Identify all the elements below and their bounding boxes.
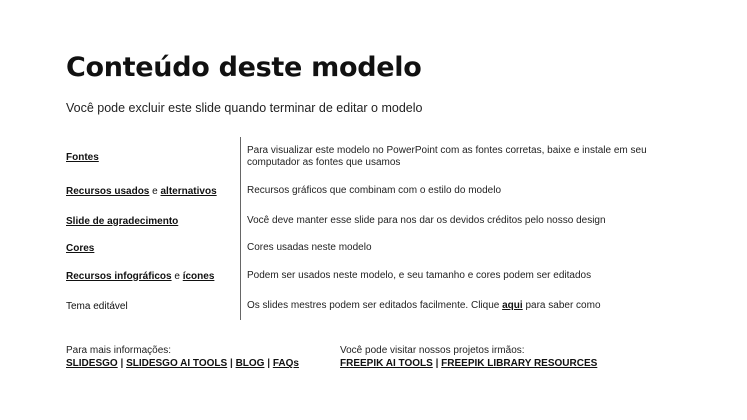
page-subtitle: Você pode excluir este slide quando terminar de editar o modelo — [66, 101, 423, 115]
thanks-description: Você deve manter esse slide para nos dar os devidos créditos pelo nosso design — [247, 215, 606, 226]
footer-sister-projects: Você pode visitar nossos projetos irmãos: FREEPIK AI TOOLS | FREEPIK LIBRARY RESOURCES — [340, 345, 598, 369]
row-resources — [66, 183, 686, 199]
row-infographics — [66, 268, 686, 284]
page-title: Conteúdo deste modelo — [66, 52, 422, 83]
infographics-link[interactable]: Recursos infográficos — [66, 270, 172, 282]
freepik-library-link[interactable]: FREEPIK LIBRARY RESOURCES — [441, 358, 598, 369]
row-colors — [66, 240, 686, 256]
thanks-slide-link[interactable]: Slide de agradecimento — [66, 215, 179, 227]
slidesgo-ai-tools-link[interactable]: SLIDESGO AI TOOLS — [126, 358, 228, 369]
icons-link[interactable]: ícones — [182, 270, 215, 282]
footer-more-info: Para mais informações: SLIDESGO | SLIDESGO AI TOOLS | BLOG | FAQs — [66, 345, 299, 369]
colors-description: Cores usadas neste modelo — [247, 242, 372, 253]
more-info-label: Para mais informações: — [66, 345, 172, 356]
row-theme — [66, 298, 686, 314]
infographics-description: Podem ser usados neste modelo, e seu tamanho e cores podem ser editados — [247, 270, 592, 281]
freepik-ai-tools-link[interactable]: FREEPIK AI TOOLS — [340, 358, 433, 369]
used-resources-link[interactable]: Recursos usados — [66, 185, 150, 197]
slidesgo-link[interactable]: SLIDESGO — [66, 358, 118, 369]
blog-link[interactable]: BLOG — [235, 358, 265, 369]
and-text: e — [174, 270, 180, 282]
fonts-description: Para visualizar este modelo no PowerPoint com as fontes corretas, baixe e instale em seu computador as fontes que usamos — [247, 145, 647, 168]
resources-description: Recursos gráficos que combinam com o estilo do modelo — [247, 185, 502, 196]
here-link[interactable]: aqui — [502, 300, 523, 311]
row-fonts — [66, 143, 686, 171]
sister-projects-label: Você pode visitar nossos projetos irmãos: — [340, 345, 525, 356]
faqs-link[interactable]: FAQs — [272, 358, 299, 369]
alternative-resources-link[interactable]: alternativos — [160, 185, 217, 197]
and-text: e — [152, 185, 158, 197]
fonts-link[interactable]: Fontes — [66, 151, 99, 163]
row-thanks — [66, 213, 686, 229]
theme-description: Os slides mestres podem ser editados facilmente. Clique aqui para saber como — [247, 300, 601, 311]
editable-theme-label: Tema editável — [66, 300, 128, 312]
colors-link[interactable]: Cores — [66, 242, 95, 254]
